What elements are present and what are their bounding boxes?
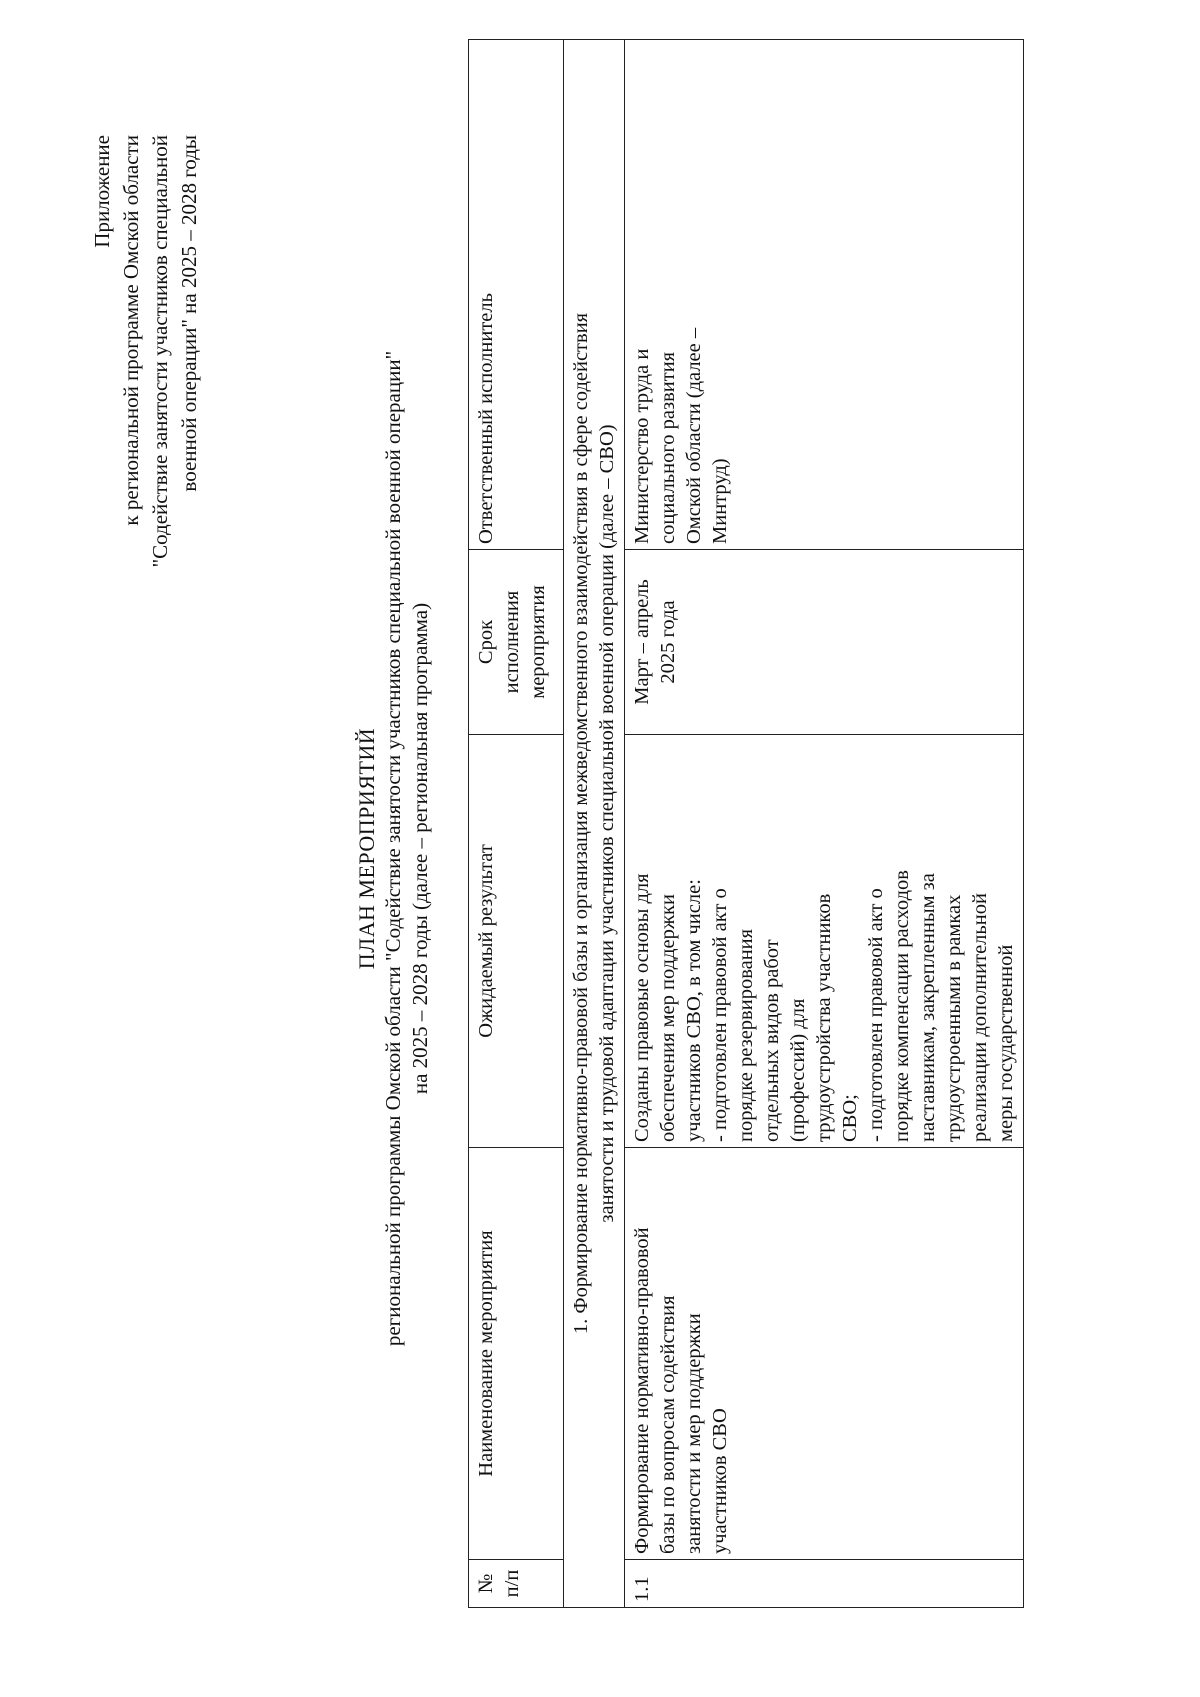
plan-title: ПЛАН МЕРОПРИЯТИЙ [354, 727, 379, 970]
document-title [353, 0, 434, 1697]
plan-subtitle: региональной программы Омской области "Содействие занятости участников специальной военной операции" [381, 350, 405, 1347]
plan-subtitle-period: на 2025 – 2028 годы (далее – региональная программа) [408, 602, 432, 1095]
row-num: 1.1 [625, 1560, 1024, 1608]
table-row [625, 40, 1024, 1608]
table-header-row [469, 40, 564, 1608]
row-name: Формирование нормативно-правовой базы по вопросам содействия занятости и мер поддержки участников СВО [625, 1148, 1024, 1560]
appendix-line: Приложение [90, 135, 114, 248]
row-result: Созданы правовые основы для обеспечения мер поддержки участников СВО, в том числе: - подготовлен правовой акт о порядке резервирования отдельных видов работ (профессий) для трудоустройства участников СВО; - подготовлен правовой акт о порядке компенсации расходов наставникам, закрепленным за трудоустроенными в рамках реализации дополнительной меры государственной [625, 735, 1024, 1148]
row-executor: Министерство труда и социального развития Омской области (далее – Минтруд) [625, 40, 1024, 550]
header-term: Срок исполнения мероприятия [469, 550, 564, 735]
header-executor: Ответственный исполнитель [469, 40, 564, 550]
header-result: Ожидаемый результат [469, 735, 564, 1148]
section-heading: 1. Формирование нормативно-правовой базы и организация межведомственного взаимодействия в сфере содействия занятости и трудовой адаптации участников специальной военной операции (далее – СВО) [564, 40, 625, 1608]
appendix-note [88, 135, 204, 567]
plan-table [468, 39, 1024, 1608]
header-name: Наименование мероприятия [469, 1148, 564, 1560]
appendix-line: "Содействие занятости участников специальной [148, 135, 172, 568]
header-num: № п/п [469, 1560, 564, 1608]
row-term: Март – апрель 2025 года [625, 550, 1024, 735]
section-row [564, 40, 625, 1608]
appendix-line: к региональной программе Омской области [119, 135, 143, 526]
appendix-line: военной операции" на 2025 – 2028 годы [177, 135, 201, 492]
